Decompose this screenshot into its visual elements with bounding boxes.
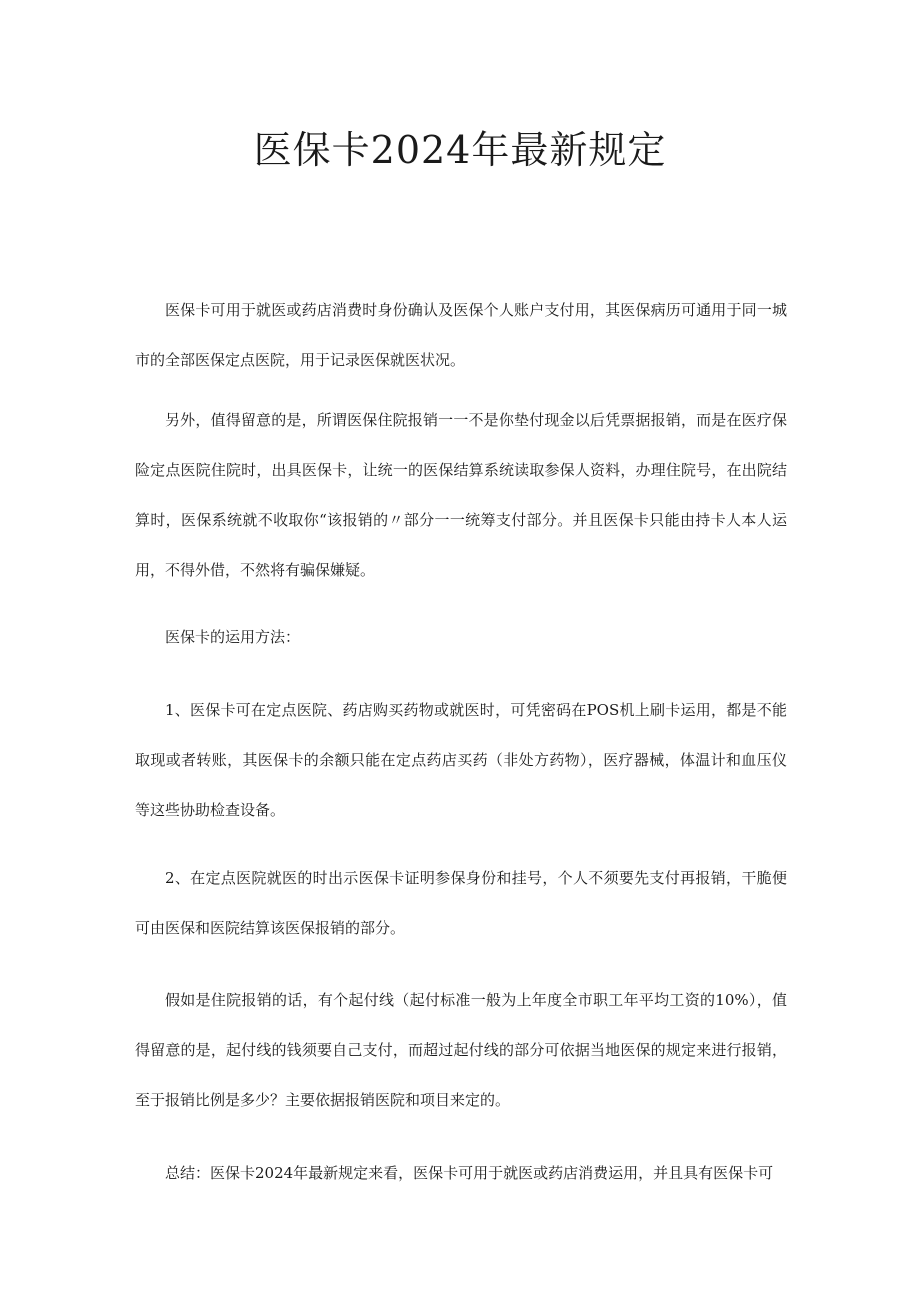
paragraph-intro: 医保卡可用于就医或药店消费时身份确认及医保个人账户支付用，其医保病历可通用于同一城市的全部医保定点医院，用于记录医保就医状况。 [135, 301, 787, 369]
paragraph-hospitalization-note: 另外，值得留意的是，所谓医保住院报销一一不是你垫付现金以后凭票据报销，而是在医疗保险定点医院住院时，出具医保卡，让统一的医保结算系统读取参保人资料，办理住院号，在出院结算时，医保系统就不收取你“该报销的〃部分一一统筹支付部分。并且医保卡只能由持卡人本人运用，不得外借，不然将有骗保嫌疑。 [135, 411, 787, 579]
paragraph-summary: 总结：医保卡2024年最新规定来看，医保卡可用于就医或药店消费运用，并且具有医保卡可 [165, 1164, 774, 1182]
document-title: 医保卡2024年最新规定 [253, 128, 667, 172]
paragraph-usage-item-2: 2、在定点医院就医的时出示医保卡证明参保身份和挂号，个人不须要先支付再报销，干脆便可由医保和医院结算该医保报销的部分。 [135, 869, 787, 937]
paragraph-usage-item-1: 1、医保卡可在定点医院、药店购买药物或就医时，可凭密码在POS机上刷卡运用，都是不能取现或者转账，其医保卡的余额只能在定点药店买药（非处方药物），医疗器械，体温计和血压仪等这些协助检查设备。 [135, 701, 787, 819]
paragraph-usage-heading: 医保卡的运用方法： [165, 628, 301, 646]
paragraph-inpatient-deductible: 假如是住院报销的话，有个起付线（起付标准一般为上年度全市职工年平均工资的10%），值得留意的是，起付线的钱须要自己支付，而超过起付线的部分可依据当地医保的规定来进行报销，至于报销比例是多少？主要依据报销医院和项目来定的。 [135, 991, 787, 1109]
